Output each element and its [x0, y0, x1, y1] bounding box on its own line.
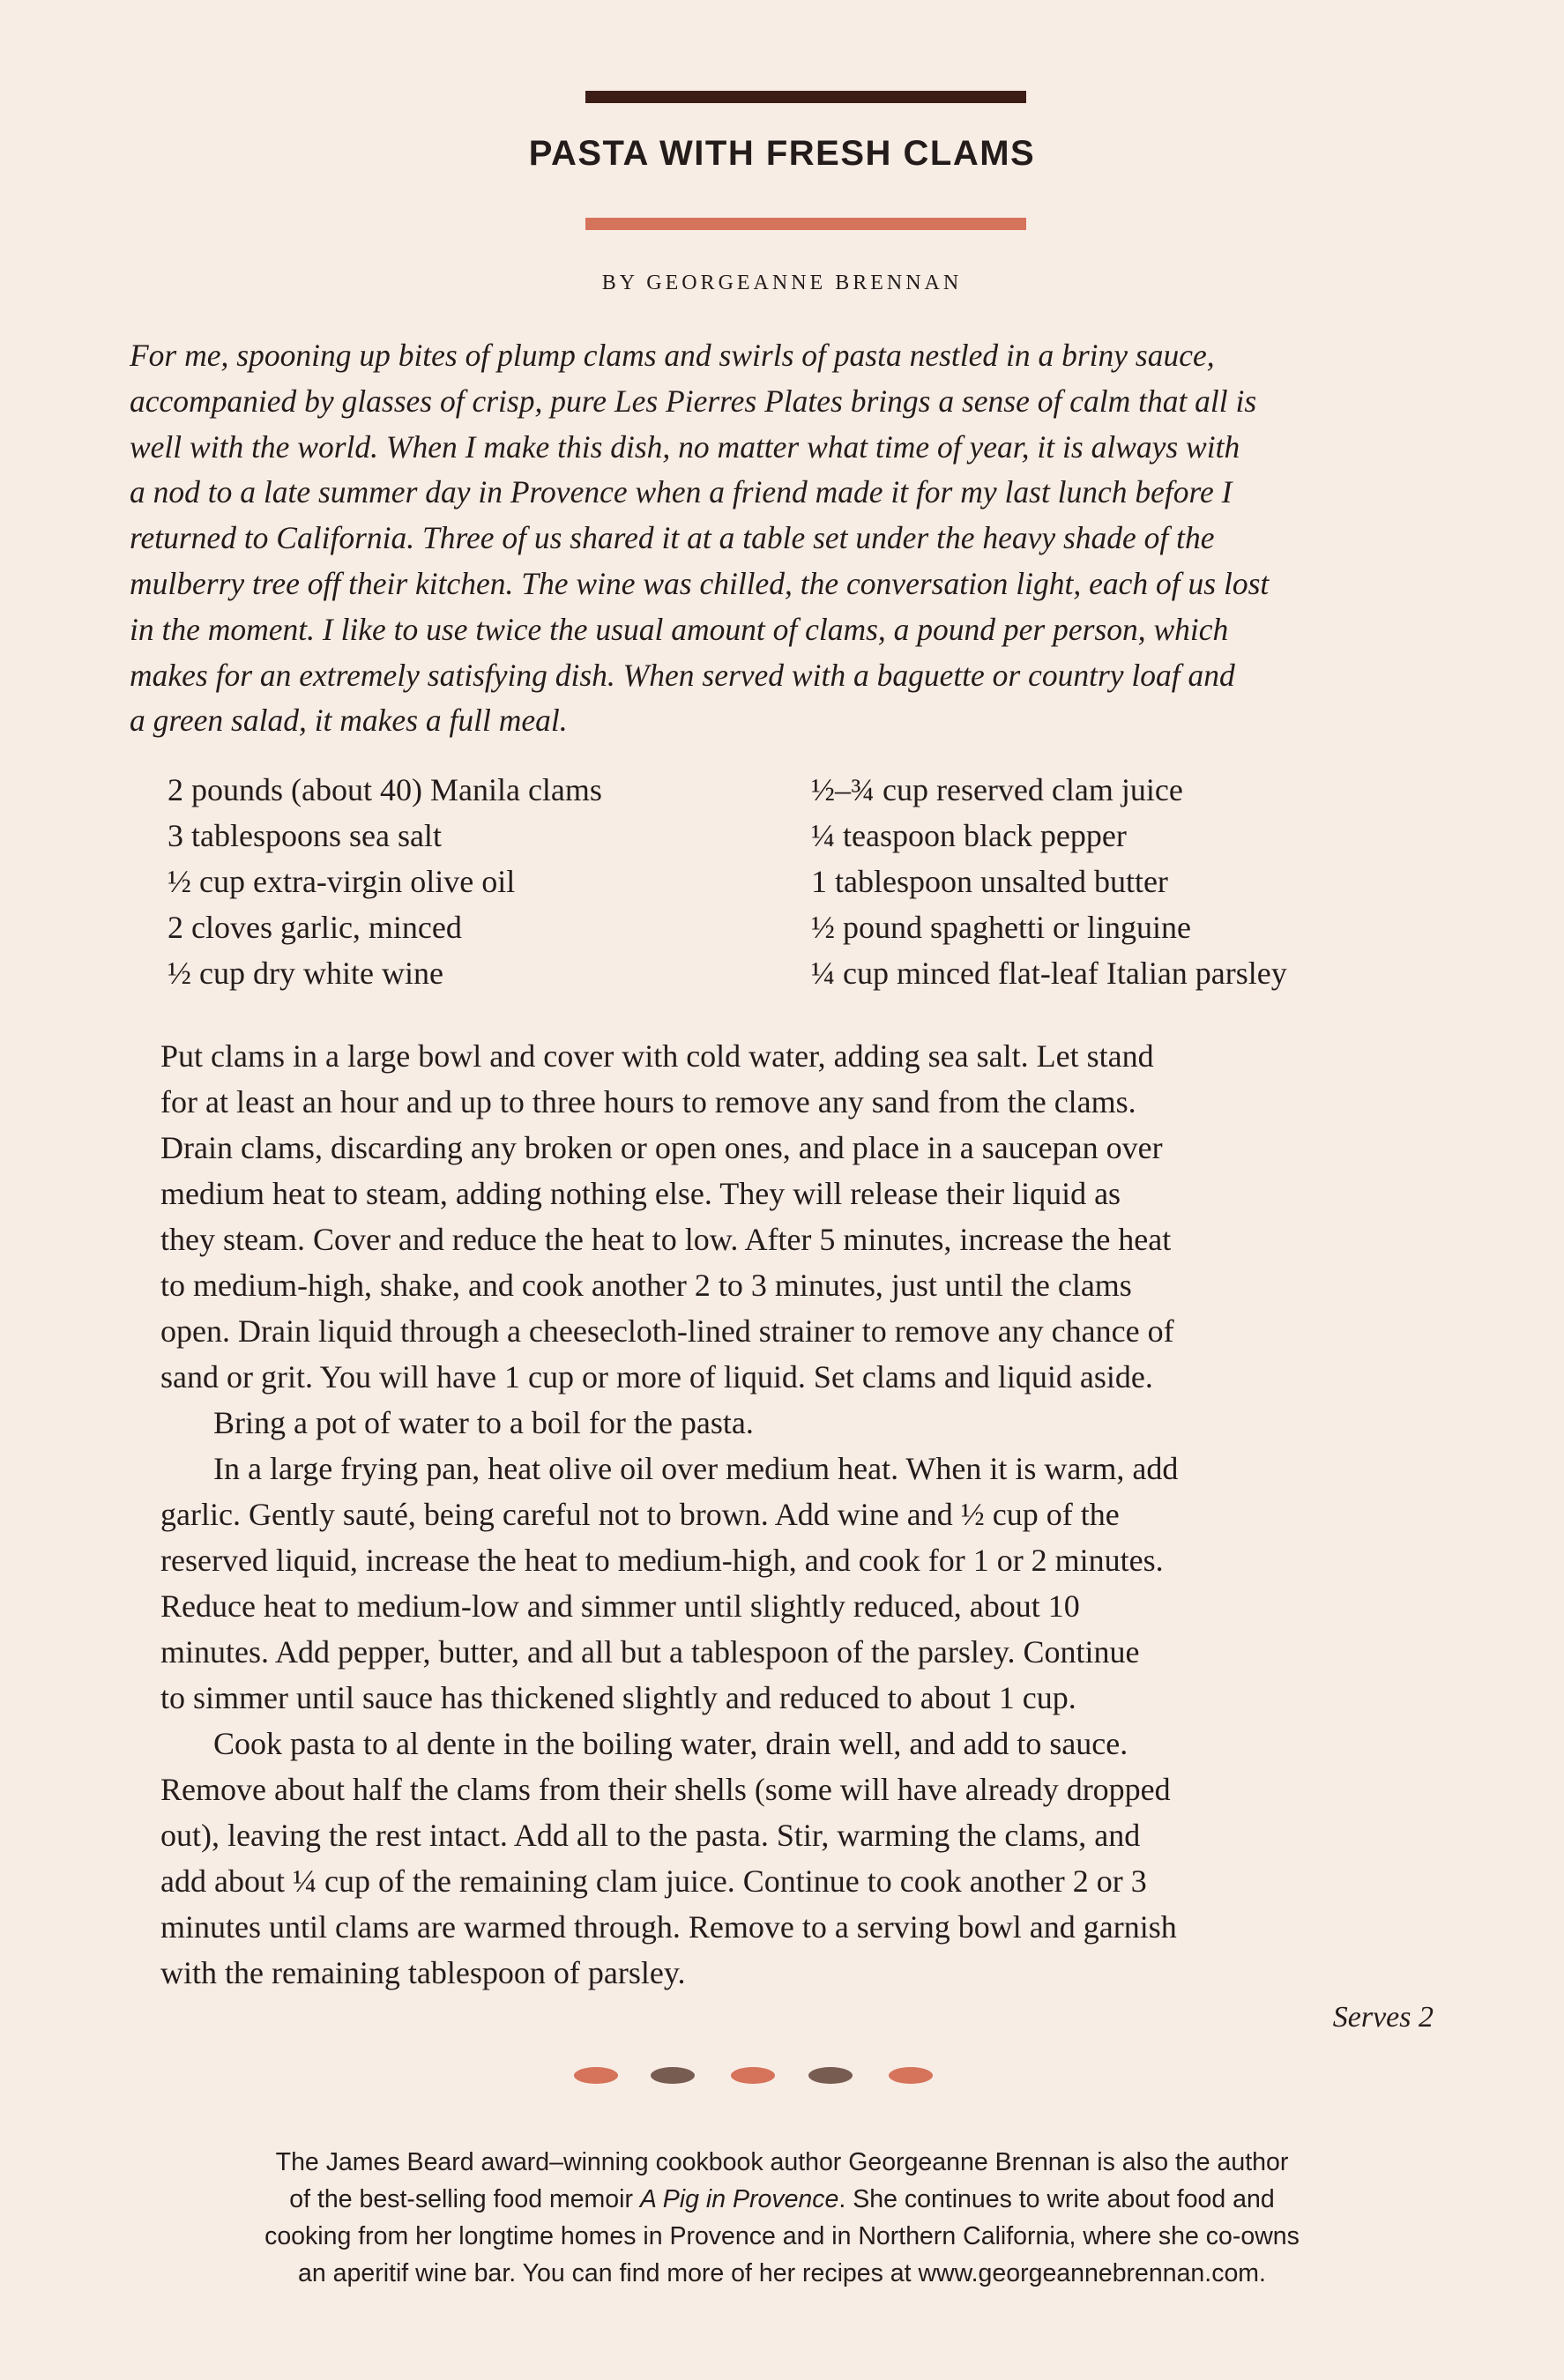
intro-line: For me, spooning up bites of plump clams and swirls of pasta nestled in a briny sauce, [130, 338, 1215, 373]
method-line: minutes until clams are warmed through. Remove to a serving bowl and garnish [160, 1909, 1177, 1945]
ingredient-item: 2 cloves garlic, minced [168, 910, 462, 945]
intro-line: well with the world. When I make this dish, no matter what time of year, it is always with [130, 428, 1240, 465]
ingredient-item: ¼ teaspoon black pepper [811, 818, 1127, 853]
method-line: sand or grit. You will have 1 cup or more of liquid. Set clams and liquid aside. [160, 1359, 1153, 1395]
method-instructions [160, 1033, 1456, 1996]
ingredient-item: 3 tablespoons sea salt [168, 818, 442, 853]
ingredient-item: ½ cup dry white wine [168, 956, 443, 991]
intro-line: returned to California. Three of us shared it at a table set under the heavy shade of the [130, 520, 1215, 556]
intro-line: makes for an extremely satisfying dish. When served with a baguette or country loaf and [130, 657, 1235, 693]
method-line: Put clams in a large bowl and cover with cold water, adding sea salt. Let stand [160, 1038, 1154, 1074]
divider-dot-brown [808, 2067, 853, 2084]
recipe-title: PASTA WITH FRESH CLAMS [528, 134, 1036, 173]
intro-line: in the moment. I like to use twice the usual amount of clams, a pound per person, which [130, 611, 1229, 647]
method-line: Reduce heat to medium-low and simmer until slightly reduced, about 10 [160, 1588, 1080, 1624]
bio-line: cooking from her longtime homes in Provence and in Northern California, where she co-owns [264, 2222, 1300, 2250]
divider-dots [0, 2067, 1564, 2086]
author-bio [0, 2144, 1564, 2292]
method-line: In a large frying pan, heat olive oil over medium heat. When it is warm, add [213, 1451, 1179, 1486]
top-rule-dark [585, 91, 1026, 103]
ingredients-column-right [811, 767, 1287, 996]
byline: BY GEORGEANNE BRENNAN [601, 271, 963, 294]
method-line: for at least an hour and up to three hours to remove any sand from the clams. [160, 1084, 1136, 1119]
bio-line [0, 2181, 1564, 2218]
intro-line: a nod to a late summer day in Provence when a friend made it for my last lunch before I [130, 474, 1233, 510]
method-line: to medium-high, shake, and cook another 2 to 3 minutes, just until the clams [160, 1268, 1132, 1303]
divider-dot-coral [574, 2067, 618, 2084]
method-line: to simmer until sauce has thickened slightly and reduced to about 1 cup. [160, 1680, 1076, 1715]
method-line: with the remaining tablespoon of parsley. [160, 1955, 686, 1990]
bio-text: of the best-selling food memoir [289, 2185, 640, 2213]
book-title: A Pig in Provence [639, 2185, 839, 2213]
ingredient-item: ½ pound spaghetti or linguine [811, 910, 1191, 945]
bio-line: The James Beard award–winning cookbook author Georgeanne Brennan is also the author [275, 2148, 1289, 2176]
method-line: reserved liquid, increase the heat to medium-high, and cook for 1 or 2 minutes. [160, 1543, 1164, 1578]
ingredient-item: ¼ cup minced flat-leaf Italian parsley [811, 956, 1287, 991]
ingredients-column-left [168, 767, 602, 996]
method-line: garlic. Gently sauté, being careful not to brown. Add wine and ½ cup of the [160, 1497, 1120, 1532]
ingredient-item: 2 pounds (about 40) Manila clams [168, 772, 602, 807]
method-line: Cook pasta to al dente in the boiling water, drain well, and add to sauce. [213, 1726, 1128, 1761]
intro-line: a green salad, it makes a full meal. [130, 703, 568, 739]
method-line: minutes. Add pepper, butter, and all but a tablespoon of the parsley. Continue [160, 1634, 1140, 1670]
method-line: medium heat to steam, adding nothing else. They will release their liquid as [160, 1176, 1121, 1211]
method-line: add about ¼ cup of the remaining clam juice. Continue to cook another 2 or 3 [160, 1863, 1147, 1899]
bio-text: . She continues to write about food and [838, 2185, 1275, 2213]
intro-line: mulberry tree off their kitchen. The wine was chilled, the conversation light, each of us lost [130, 565, 1270, 601]
serves-note: Serves 2 [1332, 2001, 1434, 2034]
method-line: they steam. Cover and reduce the heat to low. After 5 minutes, increase the heat [160, 1222, 1172, 1257]
ingredient-item: ½–¾ cup reserved clam juice [811, 772, 1183, 807]
divider-dot-brown [651, 2067, 695, 2084]
method-line: out), leaving the rest intact. Add all to the pasta. Stir, warming the clams, and [160, 1818, 1141, 1853]
intro-line: accompanied by glasses of crisp, pure Les Pierres Plates brings a sense of calm that all is [130, 383, 1257, 419]
title-rule-coral [585, 218, 1026, 230]
intro-paragraph [130, 333, 1470, 744]
ingredient-item: ½ cup extra-virgin olive oil [168, 864, 516, 899]
method-line: Drain clams, discarding any broken or open ones, and place in a saucepan over [160, 1130, 1163, 1165]
ingredient-item: 1 tablespoon unsalted butter [811, 864, 1168, 899]
bio-line: an aperitif wine bar. You can find more of her recipes at www.georgeannebrennan.com. [298, 2259, 1266, 2287]
divider-dot-coral [731, 2067, 775, 2084]
divider-dot-coral [889, 2067, 933, 2084]
method-line: Remove about half the clams from their shells (some will have already dropped [160, 1772, 1171, 1807]
method-line: open. Drain liquid through a cheesecloth-lined strainer to remove any chance of [160, 1313, 1174, 1349]
method-line: Bring a pot of water to a boil for the pasta. [213, 1405, 754, 1440]
